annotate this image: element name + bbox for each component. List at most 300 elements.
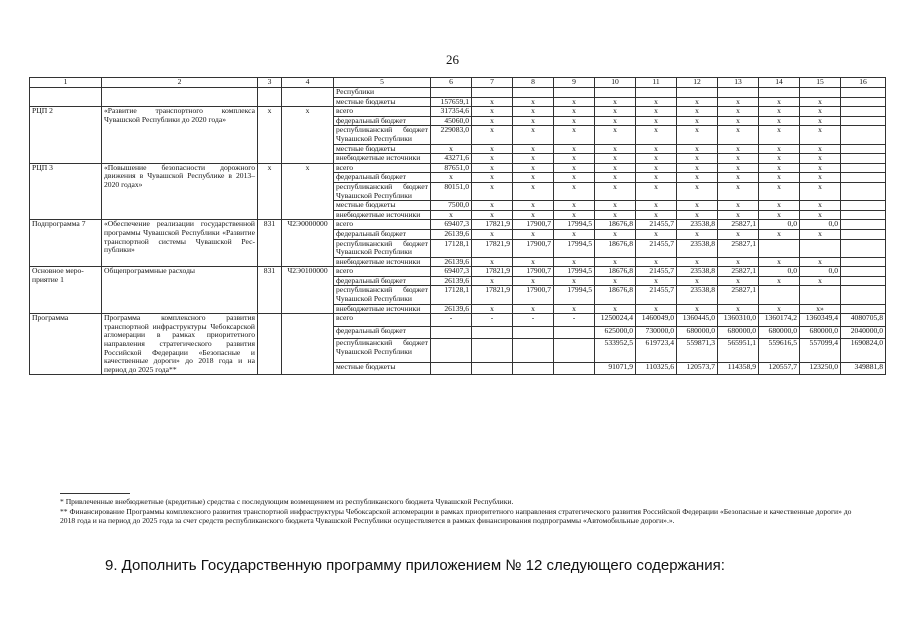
value-cell: x bbox=[677, 257, 718, 267]
amendment-text: 9. Дополнить Государственную программу приложением № 12 следующего содержания: bbox=[105, 557, 725, 574]
value-cell: x bbox=[718, 126, 759, 144]
source-cell: всего bbox=[334, 220, 431, 230]
value-cell: 21455,7 bbox=[636, 239, 677, 257]
value-cell: x bbox=[759, 229, 800, 239]
value-cell bbox=[677, 88, 718, 98]
source-cell: федеральный бюджет bbox=[334, 326, 431, 338]
program-name-cell: РЦП 2 bbox=[30, 107, 102, 164]
value-cell: 17994,5 bbox=[554, 286, 595, 304]
value-cell: x bbox=[677, 116, 718, 126]
value-cell: x bbox=[554, 163, 595, 173]
value-cell: 23538,8 bbox=[677, 286, 718, 304]
value-cell bbox=[431, 339, 472, 363]
value-cell: 17821,9 bbox=[472, 286, 513, 304]
value-cell: x bbox=[554, 116, 595, 126]
value-cell: x bbox=[636, 210, 677, 220]
value-cell: x bbox=[800, 126, 841, 144]
page-number: 26 bbox=[446, 52, 459, 67]
header-cell: 11 bbox=[636, 78, 677, 88]
value-cell: 157659,1 bbox=[431, 97, 472, 107]
value-cell: x bbox=[472, 276, 513, 286]
value-cell: x bbox=[718, 97, 759, 107]
value-cell: 120573,7 bbox=[677, 362, 718, 375]
value-cell: x bbox=[472, 229, 513, 239]
value-cell bbox=[841, 229, 886, 239]
value-cell: 17900,7 bbox=[513, 286, 554, 304]
value-cell: x bbox=[718, 116, 759, 126]
value-cell bbox=[841, 267, 886, 277]
value-cell: 91071,9 bbox=[595, 362, 636, 375]
value-cell: x bbox=[595, 229, 636, 239]
source-cell: республиканский бюджет Чувашской Республики bbox=[334, 239, 431, 257]
value-cell: x bbox=[800, 163, 841, 173]
value-cell: x bbox=[513, 126, 554, 144]
value-cell bbox=[841, 257, 886, 267]
value-cell: 17821,9 bbox=[472, 267, 513, 277]
source-cell: внебюджетные источники bbox=[334, 154, 431, 164]
source-cell: местные бюджеты bbox=[334, 97, 431, 107]
value-cell: x bbox=[472, 304, 513, 314]
value-cell: 26139,6 bbox=[431, 276, 472, 286]
value-cell: x bbox=[595, 107, 636, 117]
code-cell bbox=[258, 314, 282, 375]
value-cell: 1250024,4 bbox=[595, 314, 636, 326]
value-cell bbox=[431, 362, 472, 375]
value-cell: 7500,0 bbox=[431, 201, 472, 211]
value-cell: x bbox=[431, 173, 472, 183]
value-cell: 0,0 bbox=[759, 267, 800, 277]
source-cell: федеральный бюджет bbox=[334, 116, 431, 126]
value-cell bbox=[841, 88, 886, 98]
value-cell: 17994,5 bbox=[554, 239, 595, 257]
value-cell: x bbox=[759, 144, 800, 154]
value-cell: 23538,8 bbox=[677, 239, 718, 257]
program-name-cell: РЦП 3 bbox=[30, 163, 102, 220]
source-cell: федеральный бюджет bbox=[334, 229, 431, 239]
value-cell: x bbox=[759, 173, 800, 183]
value-cell: x bbox=[636, 126, 677, 144]
source-cell: всего bbox=[334, 267, 431, 277]
value-cell: x» bbox=[800, 304, 841, 314]
value-cell: x bbox=[800, 201, 841, 211]
source-cell: местные бюджеты bbox=[334, 144, 431, 154]
header-cell: 12 bbox=[677, 78, 718, 88]
value-cell: - bbox=[431, 314, 472, 326]
header-cell: 4 bbox=[282, 78, 334, 88]
value-cell: x bbox=[472, 173, 513, 183]
value-cell bbox=[841, 126, 886, 144]
value-cell: x bbox=[554, 304, 595, 314]
value-cell: 1360445,0 bbox=[677, 314, 718, 326]
value-cell: x bbox=[513, 304, 554, 314]
value-cell: x bbox=[800, 97, 841, 107]
value-cell: x bbox=[800, 257, 841, 267]
value-cell: 17821,9 bbox=[472, 220, 513, 230]
value-cell: x bbox=[636, 154, 677, 164]
value-cell: x bbox=[636, 257, 677, 267]
value-cell: x bbox=[677, 210, 718, 220]
value-cell: 0,0 bbox=[800, 267, 841, 277]
value-cell: 349881,8 bbox=[841, 362, 886, 375]
value-cell: x bbox=[759, 107, 800, 117]
value-cell: 1460049,0 bbox=[636, 314, 677, 326]
value-cell: 17128,1 bbox=[431, 239, 472, 257]
value-cell: x bbox=[636, 201, 677, 211]
value-cell: 23538,8 bbox=[677, 267, 718, 277]
table-row bbox=[30, 88, 886, 98]
value-cell: x bbox=[800, 107, 841, 117]
value-cell: x bbox=[677, 126, 718, 144]
value-cell: x bbox=[759, 97, 800, 107]
header-cell: 14 bbox=[759, 78, 800, 88]
header-cell: 13 bbox=[718, 78, 759, 88]
value-cell: 43271,6 bbox=[431, 154, 472, 164]
value-cell: 87651,0 bbox=[431, 163, 472, 173]
value-cell: x bbox=[472, 210, 513, 220]
value-cell: x bbox=[759, 163, 800, 173]
table-row bbox=[30, 220, 886, 230]
value-cell bbox=[841, 201, 886, 211]
value-cell bbox=[472, 88, 513, 98]
value-cell: 114358,9 bbox=[718, 362, 759, 375]
value-cell: 110325,6 bbox=[636, 362, 677, 375]
value-cell bbox=[513, 362, 554, 375]
value-cell: x bbox=[636, 107, 677, 117]
header-cell: 1 bbox=[30, 78, 102, 88]
footnote-2: ** Финансирование Программы комплексного развития транспортной инфраструктуры Чебоксарской агломерации в рамках приоритетного направления стратегического развития Российской Федерации «Безопасные и качественные дороги» до 2018 года и на период до 2025 года за счет средств республиканского бюджета Чувашской Республики осуществляется в рамках финансирования подпрограммы «Автомобильные дороги».». bbox=[60, 507, 852, 525]
program-title-cell: Общепрограммные расходы bbox=[102, 267, 258, 314]
value-cell: 45060,0 bbox=[431, 116, 472, 126]
header-cell: 7 bbox=[472, 78, 513, 88]
value-cell: 1360349,4 bbox=[800, 314, 841, 326]
value-cell: - bbox=[472, 314, 513, 326]
empty-cell bbox=[102, 88, 258, 98]
value-cell: x bbox=[677, 173, 718, 183]
source-cell: внебюджетные источники bbox=[334, 257, 431, 267]
value-cell: x bbox=[554, 144, 595, 154]
value-cell: x bbox=[759, 154, 800, 164]
value-cell: x bbox=[472, 257, 513, 267]
value-cell bbox=[841, 239, 886, 257]
value-cell bbox=[636, 88, 677, 98]
table-row bbox=[30, 163, 886, 173]
value-cell: x bbox=[595, 144, 636, 154]
source-cell: всего bbox=[334, 107, 431, 117]
value-cell bbox=[472, 339, 513, 363]
source-cell: республиканский бюджет Чувашской Республики bbox=[334, 126, 431, 144]
value-cell: x bbox=[759, 116, 800, 126]
value-cell bbox=[841, 276, 886, 286]
value-cell: 17900,7 bbox=[513, 239, 554, 257]
value-cell: x bbox=[677, 304, 718, 314]
value-cell: x bbox=[472, 163, 513, 173]
source-cell: республиканский бюджет Чувашской Республики bbox=[334, 286, 431, 304]
value-cell: x bbox=[800, 154, 841, 164]
value-cell: x bbox=[800, 229, 841, 239]
value-cell: x bbox=[718, 163, 759, 173]
header-cell: 9 bbox=[554, 78, 595, 88]
value-cell: x bbox=[636, 144, 677, 154]
value-cell: x bbox=[677, 229, 718, 239]
value-cell: x bbox=[677, 201, 718, 211]
value-cell: x bbox=[513, 107, 554, 117]
value-cell bbox=[800, 286, 841, 304]
value-cell: x bbox=[595, 257, 636, 267]
value-cell bbox=[431, 88, 472, 98]
value-cell: x bbox=[554, 97, 595, 107]
value-cell: 619723,4 bbox=[636, 339, 677, 363]
value-cell bbox=[841, 144, 886, 154]
empty-cell bbox=[258, 88, 282, 98]
value-cell: 680000,0 bbox=[718, 326, 759, 338]
value-cell: x bbox=[718, 229, 759, 239]
value-cell bbox=[472, 326, 513, 338]
value-cell: 559871,3 bbox=[677, 339, 718, 363]
value-cell bbox=[841, 107, 886, 117]
program-name-cell: Подпрограмма 7 bbox=[30, 220, 102, 267]
source-cell: республиканский бюджет Чувашской Республики bbox=[334, 339, 431, 363]
value-cell: x bbox=[554, 276, 595, 286]
value-cell: x bbox=[472, 116, 513, 126]
value-cell: x bbox=[677, 182, 718, 200]
value-cell: x bbox=[636, 173, 677, 183]
value-cell: x bbox=[554, 257, 595, 267]
value-cell: x bbox=[554, 154, 595, 164]
value-cell: 229083,0 bbox=[431, 126, 472, 144]
value-cell: 21455,7 bbox=[636, 220, 677, 230]
header-cell: 2 bbox=[102, 78, 258, 88]
value-cell: x bbox=[472, 154, 513, 164]
value-cell: x bbox=[800, 276, 841, 286]
value-cell bbox=[841, 286, 886, 304]
value-cell: 730000,0 bbox=[636, 326, 677, 338]
value-cell: x bbox=[513, 229, 554, 239]
value-cell: 1360310,0 bbox=[718, 314, 759, 326]
value-cell bbox=[554, 88, 595, 98]
value-cell: 18676,8 bbox=[595, 286, 636, 304]
value-cell: x bbox=[677, 97, 718, 107]
value-cell: 23538,8 bbox=[677, 220, 718, 230]
source-cell: федеральный бюджет bbox=[334, 276, 431, 286]
value-cell: - bbox=[554, 314, 595, 326]
value-cell: 17900,7 bbox=[513, 267, 554, 277]
value-cell: 69407,3 bbox=[431, 220, 472, 230]
value-cell: x bbox=[595, 210, 636, 220]
value-cell: x bbox=[718, 144, 759, 154]
source-cell: местные бюджеты bbox=[334, 201, 431, 211]
source-cell: всего bbox=[334, 163, 431, 173]
value-cell: x bbox=[636, 229, 677, 239]
program-title-cell: Программа комплексного развития транспортной инфраструктуры Чебоксарской агломерации в рамках приоритетного направления стратегического развития Российской Федерации «Безопасные и качественные дороги» до 2018 года и на период до 2025 года** bbox=[102, 314, 258, 375]
value-cell: 680000,0 bbox=[800, 326, 841, 338]
value-cell: x bbox=[513, 276, 554, 286]
value-cell bbox=[595, 88, 636, 98]
header-row bbox=[30, 78, 886, 88]
value-cell bbox=[841, 97, 886, 107]
value-cell: x bbox=[718, 257, 759, 267]
program-title-cell: «Повышение безопасности дорожного движения в Чувашской Республике в 2013–2020 годах» bbox=[102, 163, 258, 220]
header-cell: 5 bbox=[334, 78, 431, 88]
empty-cell bbox=[30, 97, 102, 107]
empty-cell bbox=[30, 88, 102, 98]
value-cell: 17994,5 bbox=[554, 220, 595, 230]
header-cell: 3 bbox=[258, 78, 282, 88]
value-cell: x bbox=[595, 304, 636, 314]
value-cell: 0,0 bbox=[800, 220, 841, 230]
value-cell: x bbox=[554, 229, 595, 239]
value-cell: x bbox=[595, 276, 636, 286]
value-cell: x bbox=[800, 144, 841, 154]
value-cell: x bbox=[554, 201, 595, 211]
value-cell: 69407,3 bbox=[431, 267, 472, 277]
value-cell: 123250,0 bbox=[800, 362, 841, 375]
value-cell: x bbox=[595, 116, 636, 126]
budget-code-cell bbox=[282, 314, 334, 375]
value-cell bbox=[513, 339, 554, 363]
header-cell: 8 bbox=[513, 78, 554, 88]
value-cell: x bbox=[759, 126, 800, 144]
value-cell: 557099,4 bbox=[800, 339, 841, 363]
value-cell: 80151,0 bbox=[431, 182, 472, 200]
value-cell: 680000,0 bbox=[677, 326, 718, 338]
value-cell: 21455,7 bbox=[636, 267, 677, 277]
value-cell: 4080705,8 bbox=[841, 314, 886, 326]
value-cell: x bbox=[677, 276, 718, 286]
value-cell: x bbox=[759, 182, 800, 200]
footnote-divider bbox=[60, 493, 130, 494]
value-cell bbox=[841, 304, 886, 314]
value-cell: x bbox=[759, 304, 800, 314]
value-cell: x bbox=[513, 257, 554, 267]
budget-code-cell: Ч2Э0100000 bbox=[282, 267, 334, 314]
financing-table bbox=[29, 77, 886, 375]
program-title-cell: «Обеспечение реализации государственной программы Чувашской Республики «Развитие транспортной системы Чувашской Республики» bbox=[102, 220, 258, 267]
value-cell bbox=[841, 210, 886, 220]
source-cell: всего bbox=[334, 314, 431, 326]
value-cell bbox=[841, 182, 886, 200]
empty-cell bbox=[282, 88, 334, 98]
value-cell: 26139,6 bbox=[431, 304, 472, 314]
value-cell: x bbox=[759, 210, 800, 220]
value-cell: x bbox=[718, 107, 759, 117]
value-cell: x bbox=[595, 173, 636, 183]
value-cell: 317354,6 bbox=[431, 107, 472, 117]
budget-code-cell: x bbox=[282, 163, 334, 220]
value-cell: x bbox=[800, 182, 841, 200]
value-cell: x bbox=[677, 144, 718, 154]
value-cell: x bbox=[636, 304, 677, 314]
value-cell bbox=[841, 163, 886, 173]
value-cell: 559616,5 bbox=[759, 339, 800, 363]
empty-cell bbox=[258, 97, 282, 107]
header-cell: 10 bbox=[595, 78, 636, 88]
value-cell: x bbox=[595, 97, 636, 107]
value-cell: 26139,6 bbox=[431, 257, 472, 267]
value-cell: 18676,8 bbox=[595, 267, 636, 277]
value-cell bbox=[800, 88, 841, 98]
value-cell bbox=[841, 154, 886, 164]
value-cell bbox=[841, 116, 886, 126]
code-cell: x bbox=[258, 107, 282, 164]
value-cell: x bbox=[513, 163, 554, 173]
value-cell: x bbox=[472, 144, 513, 154]
value-cell: 18676,8 bbox=[595, 220, 636, 230]
value-cell: x bbox=[718, 304, 759, 314]
value-cell bbox=[554, 339, 595, 363]
value-cell bbox=[554, 362, 595, 375]
value-cell: 17821,9 bbox=[472, 239, 513, 257]
value-cell: x bbox=[718, 173, 759, 183]
value-cell: x bbox=[718, 201, 759, 211]
table-row bbox=[30, 267, 886, 277]
value-cell: 25827,1 bbox=[718, 239, 759, 257]
value-cell: x bbox=[472, 126, 513, 144]
header-cell: 6 bbox=[431, 78, 472, 88]
table-row bbox=[30, 314, 886, 326]
source-cell: местные бюджеты bbox=[334, 362, 431, 375]
value-cell bbox=[841, 220, 886, 230]
value-cell: 2040000,0 bbox=[841, 326, 886, 338]
value-cell: x bbox=[513, 116, 554, 126]
budget-code-cell: x bbox=[282, 107, 334, 164]
value-cell: x bbox=[554, 182, 595, 200]
value-cell: x bbox=[554, 107, 595, 117]
value-cell bbox=[718, 88, 759, 98]
value-cell: x bbox=[759, 257, 800, 267]
value-cell: 680000,0 bbox=[759, 326, 800, 338]
value-cell: x bbox=[513, 210, 554, 220]
value-cell: 533952,5 bbox=[595, 339, 636, 363]
value-cell: x bbox=[472, 97, 513, 107]
value-cell: x bbox=[677, 163, 718, 173]
value-cell: 1690824,0 bbox=[841, 339, 886, 363]
value-cell: x bbox=[472, 107, 513, 117]
program-name-cell: Основное мероприятие 1 bbox=[30, 267, 102, 314]
value-cell: x bbox=[636, 116, 677, 126]
value-cell: 1360174,2 bbox=[759, 314, 800, 326]
value-cell: x bbox=[513, 144, 554, 154]
value-cell: x bbox=[636, 182, 677, 200]
footnote-1: * Привлеченные внебюджетные (кредитные) средства с последующим возмещением из республиканского бюджета Чувашской Республики. bbox=[60, 497, 514, 506]
value-cell: 25827,1 bbox=[718, 267, 759, 277]
value-cell: x bbox=[431, 210, 472, 220]
table-row bbox=[30, 97, 886, 107]
value-cell: x bbox=[595, 126, 636, 144]
value-cell bbox=[759, 286, 800, 304]
value-cell: - bbox=[513, 314, 554, 326]
value-cell: x bbox=[513, 173, 554, 183]
code-cell: 831 bbox=[258, 267, 282, 314]
value-cell: 17128,1 bbox=[431, 286, 472, 304]
value-cell: x bbox=[759, 276, 800, 286]
value-cell: x bbox=[677, 154, 718, 164]
value-cell: 25827,1 bbox=[718, 220, 759, 230]
value-cell bbox=[472, 362, 513, 375]
value-cell: 18676,8 bbox=[595, 239, 636, 257]
value-cell: 565951,1 bbox=[718, 339, 759, 363]
value-cell: x bbox=[636, 97, 677, 107]
value-cell: x bbox=[513, 97, 554, 107]
value-cell bbox=[513, 326, 554, 338]
value-cell: x bbox=[595, 163, 636, 173]
value-cell: x bbox=[718, 154, 759, 164]
value-cell: 17994,5 bbox=[554, 267, 595, 277]
table-row bbox=[30, 107, 886, 117]
code-cell: x bbox=[258, 163, 282, 220]
empty-cell bbox=[102, 97, 258, 107]
value-cell: x bbox=[513, 182, 554, 200]
source-cell: республиканский бюджет Чувашской Республики bbox=[334, 182, 431, 200]
